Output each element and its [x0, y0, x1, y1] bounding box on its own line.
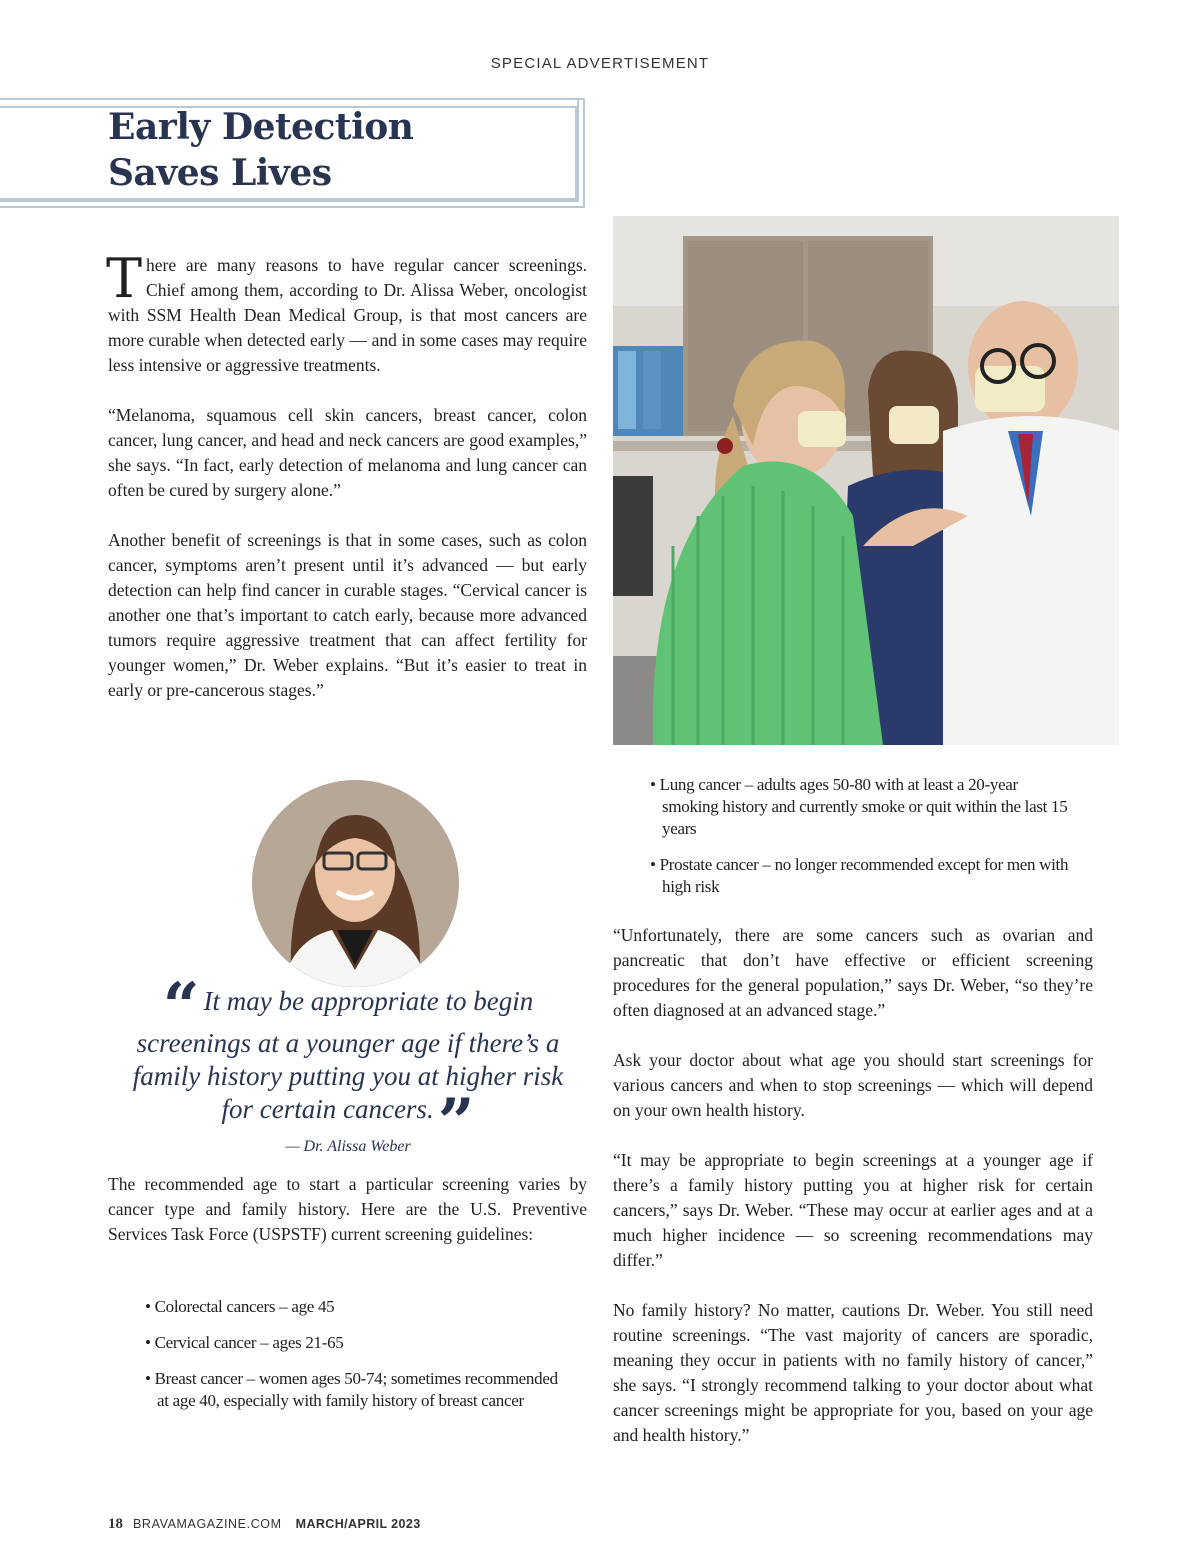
website-link[interactable]: BRAVAMAGAZINE.COM [133, 1517, 282, 1531]
list-item: • Colorectal cancers – age 45 [145, 1296, 565, 1318]
dr-weber-portrait [252, 780, 459, 987]
right-column [613, 923, 1093, 1473]
body-paragraph: Another benefit of screenings is that in some cases, such as colon cancer, symptoms aren’t present until it’s advanced — but early detection can help find cancer in curable stages. “Cervical cancer is another one that’s important to catch early, because more advanced tumors require aggressive treatment that can affect fertility for younger women,” Dr. Weber explains. “But it’s easier to treat in early or pre-cancerous stages.” [108, 530, 587, 700]
intro-paragraph [106, 247, 587, 378]
list-item: • Lung cancer – adults ages 50-80 with at least a 20-year smoking history and currently smoke or quit within the last 15 years [650, 774, 1070, 840]
exam-room-photo [613, 216, 1119, 745]
list-item: • Breast cancer – women ages 50-74; sometimes recommended at age 40, especially with family history of breast cancer [145, 1368, 565, 1412]
intro-paragraph-text: here are many reasons to have regular cancer screenings. Chief among them, according to Dr. Alissa Weber, oncologist with SSM Health Dean Medical Group, is that most cancers are more curable when detected early — and in some cases may require less intensive or aggressive treatments. [108, 255, 587, 375]
left-column [106, 247, 587, 728]
body-paragraph: No family history? No matter, cautions Dr. Weber. You still need routine screenings. “The vast majority of cancers are sporadic, meaning they occur in patients with no family history of cancer,” she says. “I strongly recommend talking to your doctor about what cancer screenings might be appropriate for you, based on your age and health history.” [613, 1300, 1093, 1445]
list-item: • Prostate cancer – no longer recommended except for men with high risk [650, 854, 1070, 898]
drop-cap: T [106, 247, 143, 310]
body-paragraph: “It may be appropriate to begin screenings at a younger age if there’s a family history putting you at higher risk for certain cancers,” says Dr. Weber. “These may occur at earlier ages and at a much higher incidence — so screening recommendations may differ.” [613, 1150, 1093, 1270]
guidelines-list-right [650, 774, 1070, 912]
list-item: • Cervical cancer – ages 21-65 [145, 1332, 565, 1354]
open-quote-mark: “ [162, 969, 200, 1044]
guidelines-list-left [145, 1296, 565, 1426]
close-quote-mark: ” [437, 1085, 475, 1160]
page-number: 18 [108, 1516, 123, 1532]
pull-quote-attribution: — Dr. Alissa Weber [285, 1138, 411, 1155]
page-title [108, 104, 413, 196]
pull-quote-text: It may be appropriate to begin screenings at a younger age if there’s a family history putting you at higher risk for certain cancers. [132, 986, 564, 1124]
page-footer [108, 1516, 421, 1533]
body-paragraph: “Melanoma, squamous cell skin cancers, breast cancer, colon cancer, lung cancer, and head and neck cancers are good examples,” she says. “In fact, early detection of melanoma and lung cancer can often be cured by surgery alone.” [108, 405, 587, 500]
page-title-line-2: Saves Lives [108, 152, 332, 194]
special-advertisement-label: SPECIAL ADVERTISEMENT [490, 55, 710, 72]
body-paragraph: Ask your doctor about what age you should start screenings for various cancers and when to stop screenings — which will depend on your own health history. [613, 1050, 1093, 1120]
page-title-line-1: Early Detection [108, 106, 414, 148]
issue-date: MARCH/APRIL 2023 [295, 1517, 421, 1531]
guidelines-intro: The recommended age to start a particular screening varies by cancer type and family history. Here are the U.S. Preventive Services Task Force (USPSTF) current screening guidelines: [108, 1174, 587, 1244]
body-paragraph: “Unfortunately, there are some cancers such as ovarian and pancreatic that don’t have effective or efficient screening procedures for the general population,” says Dr. Weber, “so they’re often diagnosed at an advanced stage.” [613, 925, 1093, 1020]
